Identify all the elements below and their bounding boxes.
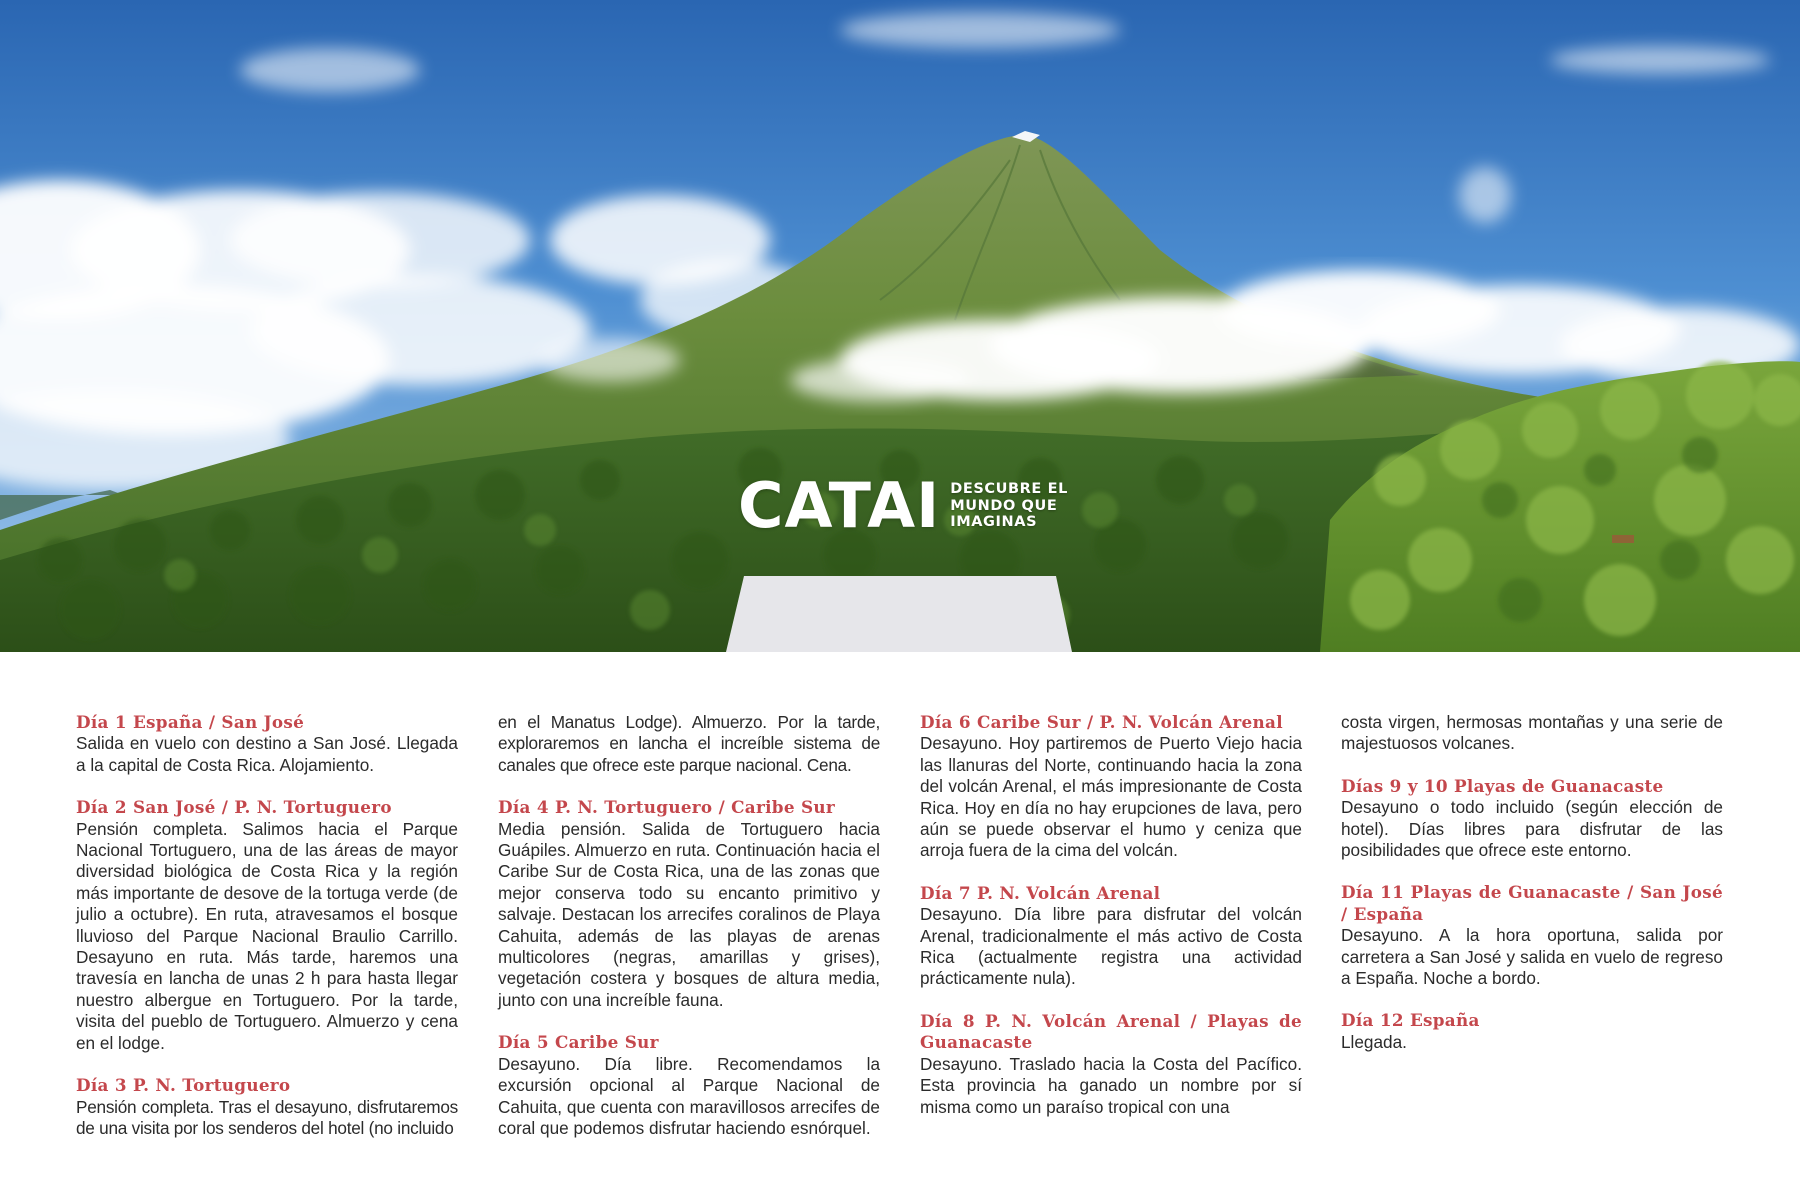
brand-logo <box>738 469 1068 542</box>
day-4 <box>498 797 880 1011</box>
day-3-title: Día 3 P. N. Tortuguero <box>76 1075 291 1096</box>
day-11-title: Día 11 Playas de Guanacaste / San José / España <box>1341 882 1723 924</box>
day-3-text: Pensión completa. Tras el desayuno, disfrutaremos de una visita por los senderos del hotel (no incluido <box>76 1096 458 1138</box>
day-6 <box>920 712 1302 862</box>
day-1-title: Día 1 España / San José <box>76 712 305 732</box>
tagline-line-2: MUNDO QUE <box>950 497 1058 514</box>
day-8-continued <box>1341 712 1723 755</box>
day-7 <box>920 883 1302 990</box>
day-11-text: Desayuno. A la hora oportuna, salida por carretera a San José y salida en vuelo de regreso a España. Noche a bordo. <box>1341 925 1723 989</box>
day-6-title: Día 6 Caribe Sur / P. N. Volcán Arenal <box>920 712 1283 732</box>
days-9-10 <box>1341 776 1723 862</box>
day-12-text: Llegada. <box>1341 1031 1407 1052</box>
itinerary-column-4 <box>1341 712 1723 1053</box>
itinerary-column-2 <box>498 712 880 1139</box>
day-8-title: Día 8 P. N. Volcán Arenal / Playas de Guanacaste <box>920 1010 1302 1053</box>
itinerary-column-1 <box>76 712 458 1139</box>
day-5 <box>498 1032 880 1139</box>
itinerary-column-3 <box>920 712 1302 1118</box>
day-8 <box>920 1011 1302 1118</box>
day-8-text: Desayuno. Traslado hacia la Costa del Pacífico. Esta provincia ha ganado un nombre por sí misma como un paraíso tropical con una <box>920 1053 1302 1117</box>
day-2 <box>76 797 458 1054</box>
tagline-line-3: IMAGINAS <box>950 514 1038 531</box>
tagline-line-1: DESCUBRE EL <box>950 481 1068 498</box>
day-3 <box>76 1075 458 1139</box>
day-8-text-continued: costa virgen, hermosas montañas y una serie de majestuosos volcanes. <box>1341 712 1723 754</box>
day-7-text: Desayuno. Día libre para disfrutar del volcán Arenal, tradicionalmente el más activo de Costa Rica (actualmente registra una actividad prácticamente nula). <box>920 904 1302 989</box>
day-12-title: Día 12 España <box>1341 1010 1480 1031</box>
day-7-title: Día 7 P. N. Volcán Arenal <box>920 882 1161 903</box>
days-9-10-title: Días 9 y 10 Playas de Guanacaste <box>1341 775 1664 796</box>
day-4-text: Media pensión. Salida de Tortuguero hacia Guápiles. Almuerzo en ruta. Continuación hacia el Caribe Sur de Costa Rica, una de las zonas que mejor conserva todo su encanto primitivo y salvaje. Destacan los arrecifes coralinos de Playa Cahuita, además de las playas de arenas multicolores (negras, amarillas y grises), vegetación costera y bosques de altura media, junto con una increíble fauna. <box>498 818 880 1010</box>
day-1 <box>76 712 458 776</box>
days-9-10-text: Desayuno o todo incluido (según elección de hotel). Días libres para disfrutar de las posibilidades que ofrece este entorno. <box>1341 797 1723 861</box>
day-3-continued <box>498 712 880 776</box>
brand-wordmark: CATAI <box>738 469 941 542</box>
day-12 <box>1341 1010 1723 1053</box>
day-1-text: Salida en vuelo con destino a San José. Llegada a la capital de Costa Rica. Alojamiento. <box>76 733 458 775</box>
brand-tagline <box>950 481 1068 531</box>
day-2-text: Pensión completa. Salimos hacia el Parque Nacional Tortuguero, una de las áreas de mayor diversidad biológica de Costa Rica y la región más importante de desove de la tortuga verde (de julio a octubre). En ruta, atravesamos el bosque lluvioso del Parque Nacional Braulio Carrillo. Desayuno en ruta. Más tarde, haremos una travesía en lancha de unas 2 h para hasta llegar nuestro albergue en Tortuguero. Por la tarde, visita del pueblo de Tortuguero. Almuerzo y cena en el lodge. <box>76 818 458 1053</box>
day-5-title: Día 5 Caribe Sur <box>498 1032 659 1053</box>
day-11 <box>1341 882 1723 989</box>
day-5-text: Desayuno. Día libre. Recomendamos la excursión opcional al Parque Nacional de Cahuita, que cuenta con maravillosos arrecifes de coral que podemos disfrutar haciendo esnórquel. <box>498 1053 880 1138</box>
day-6-text: Desayuno. Hoy partiremos de Puerto Viejo hacia las llanuras del Norte, continuando hacia la zona del volcán Arenal, el más impresionante de Costa Rica. Hoy en día no hay erupciones de lava, pero aún se puede observar el humo y ceniza que arroja fuera de la cima del volcán. <box>920 733 1302 861</box>
day-2-title: Día 2 San José / P. N. Tortuguero <box>76 797 392 818</box>
day-3-text-continued: en el Manatus Lodge). Almuerzo. Por la tarde, exploraremos en lancha el increíble sistema de canales que ofrece este parque nacional. Cena. <box>498 712 880 775</box>
day-4-title: Día 4 P. N. Tortuguero / Caribe Sur <box>498 797 836 818</box>
